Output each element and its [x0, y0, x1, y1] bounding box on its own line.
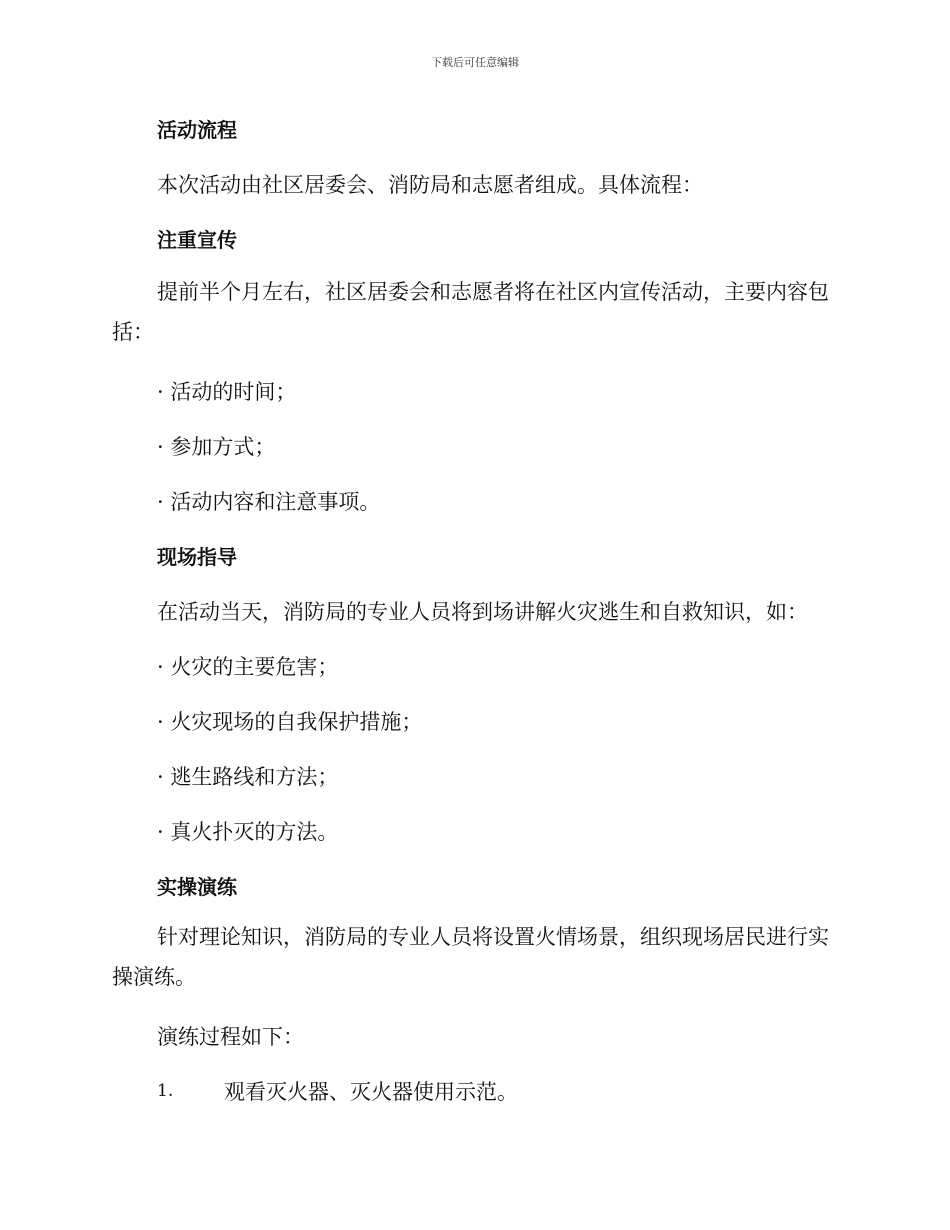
list-item: · 火灾的主要危害； — [157, 655, 339, 679]
paragraph: 针对理论知识，消防局的专业人员将设置火情场景，组织现场居民进行实操演练。 — [112, 925, 829, 989]
list-item: · 逃生路线和方法； — [157, 765, 339, 789]
section-heading: 注重宣传 — [157, 228, 237, 252]
paragraph: 本次活动由社区居委会、消防局和志愿者组成。具体流程： — [157, 173, 703, 197]
list-item: · 参加方式； — [157, 435, 276, 459]
paragraph: 在活动当天，消防局的专业人员将到场讲解火灾逃生和自救知识，如： — [157, 600, 808, 624]
section-heading: 活动流程 — [157, 118, 237, 142]
list-item: · 活动内容和注意事项。 — [157, 490, 381, 514]
page-header: 下载后可任意编辑 — [431, 56, 519, 69]
section-heading: 现场指导 — [157, 545, 237, 569]
list-number: 1. — [157, 1081, 174, 1101]
section-heading: 实操演练 — [157, 875, 237, 899]
list-item: 观看灭火器、灭火器使用示范。 — [224, 1080, 518, 1104]
list-item: · 火灾现场的自我保护措施； — [157, 710, 423, 734]
paragraph: 提前半个月左右，社区居委会和志愿者将在社区内宣传活动，主要内容包括： — [112, 280, 829, 344]
list-item: · 活动的时间； — [157, 380, 297, 404]
paragraph: 演练过程如下： — [157, 1025, 304, 1049]
list-item: · 真火扑灭的方法。 — [157, 820, 339, 844]
